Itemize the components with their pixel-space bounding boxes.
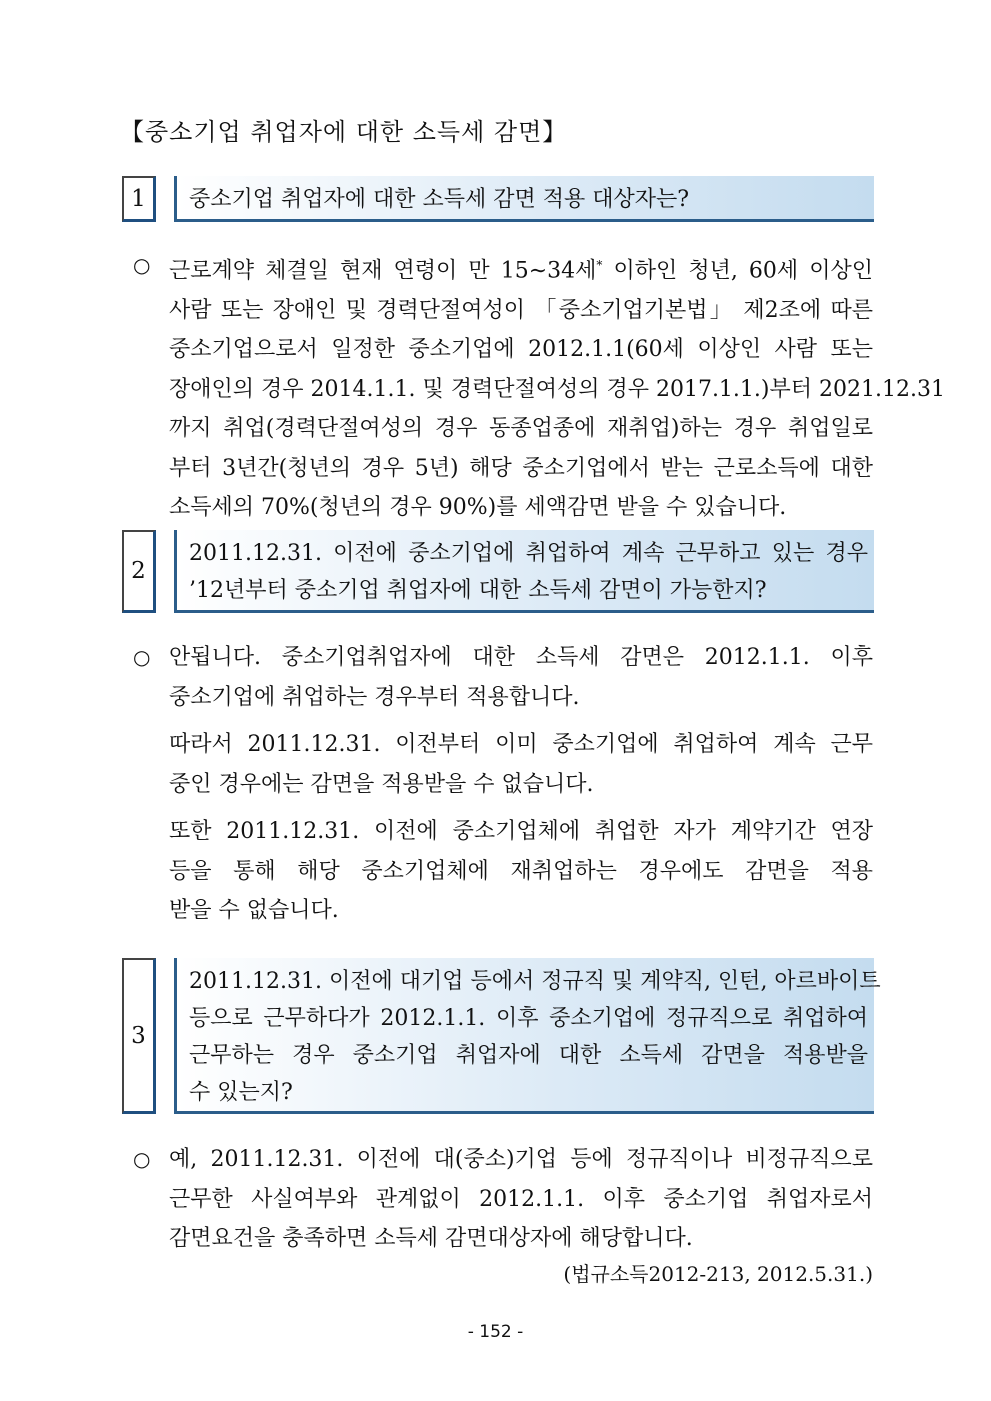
answer-3 [133,1140,873,1259]
answer-text-line: 따라서 2011.12.31. 이전부터 이미 중소기업에 취업하여 계속 근무 [169,732,873,757]
answer-text-line: 사람 또는 장애인 및 경력단절여성이 「중소기업기본법」 제2조에 따른 [169,297,873,323]
question-text-line: ’12년부터 중소기업 취업자에 대한 소득세 감면이 가능한지? [189,578,767,603]
answer-text-line: 받을 수 없습니다. [169,898,339,923]
answer-text-line: 부터 3년간(청년의 경우 5년) 해당 중소기업에서 받는 근로소득에 대한 [169,455,873,481]
question-text-line: 등으로 근무하다가 2012.1.1. 이후 중소기업에 정규직으로 취업하여 [189,1005,868,1031]
answer-text-line: 중소기업으로서 일정한 중소기업에 2012.1.1(60세 이상인 사람 또는 [169,337,873,363]
answer-text-line: 근무한 사실여부와 관계없이 2012.1.1. 이후 중소기업 취업자로서 [169,1186,873,1212]
page-number: - 152 - [467,1322,524,1342]
answer-text-line: 까지 취업(경력단절여성의 경우 동종업종에 재취업)하는 경우 취업일로 [169,416,873,442]
answer-2 [133,638,873,931]
bullet: ○ [133,1147,151,1171]
answer-text-line: 중인 경우에는 감면을 적용받을 수 없습니다. [169,771,594,797]
answer-text-line: 장애인의 경우 2014.1.1. 및 경력단절여성의 경우 2017.1.1.)부터 2021.12.31 [169,376,945,402]
answer-text-line: 안됩니다. 중소기업취업자에 대한 소득세 감면은 2012.1.1. 이후 [169,645,873,670]
question-box-2 [174,530,874,613]
answer-text-line: 근로계약 체결일 현재 연령이 만 15∼34세* 이하인 청년, 60세 이상인 [169,258,873,284]
question-1 [122,176,874,222]
answer-text-line: 감면요건을 충족하면 소득세 감면대상자에 해당합니다. [169,1226,693,1251]
question-text-line: 2011.12.31. 이전에 중소기업에 취업하여 계속 근무하고 있는 경우 [189,541,868,566]
question-2 [122,530,874,613]
question-3 [122,958,881,1114]
answer-text-line: 중소기업에 취업하는 경우부터 적용합니다. [169,684,580,710]
question-number-3: 3 [122,958,156,1114]
question-box-1 [174,176,874,222]
bullet: ○ [133,253,151,277]
citation: (법규소득2012-213, 2012.5.31.) [563,1262,873,1286]
question-number-1: 1 [122,176,156,222]
answer-text-line: 또한 2011.12.31. 이전에 중소기업체에 취업한 자가 계약기간 연장 [169,819,873,844]
answer-text-line: 등을 통해 해당 중소기업체에 재취업하는 경우에도 감면을 적용 [169,858,873,884]
answer-1 [133,246,945,528]
bullet: ○ [133,645,151,669]
answer-text-line: 소득세의 70%(청년의 경우 90%)를 세액감면 받을 수 있습니다. [169,495,787,521]
question-text-line: 중소기업 취업자에 대한 소득세 감면 적용 대상자는? [189,187,690,212]
answer-text-line: 예, 2011.12.31. 이전에 대(중소)기업 등에 정규직이나 비정규직으로 [169,1147,873,1172]
page-title: 【중소기업 취업자에 대한 소득세 감면】 [120,118,568,146]
question-text-line: 근무하는 경우 중소기업 취업자에 대한 소득세 감면을 적용받을 [189,1042,868,1068]
question-text-line: 2011.12.31. 이전에 대기업 등에서 정규직 및 계약직, 인턴, 아르바이트 [189,968,881,994]
question-text-line: 수 있는지? [189,1079,293,1105]
question-number-2: 2 [122,530,156,613]
question-box-3 [174,958,881,1114]
